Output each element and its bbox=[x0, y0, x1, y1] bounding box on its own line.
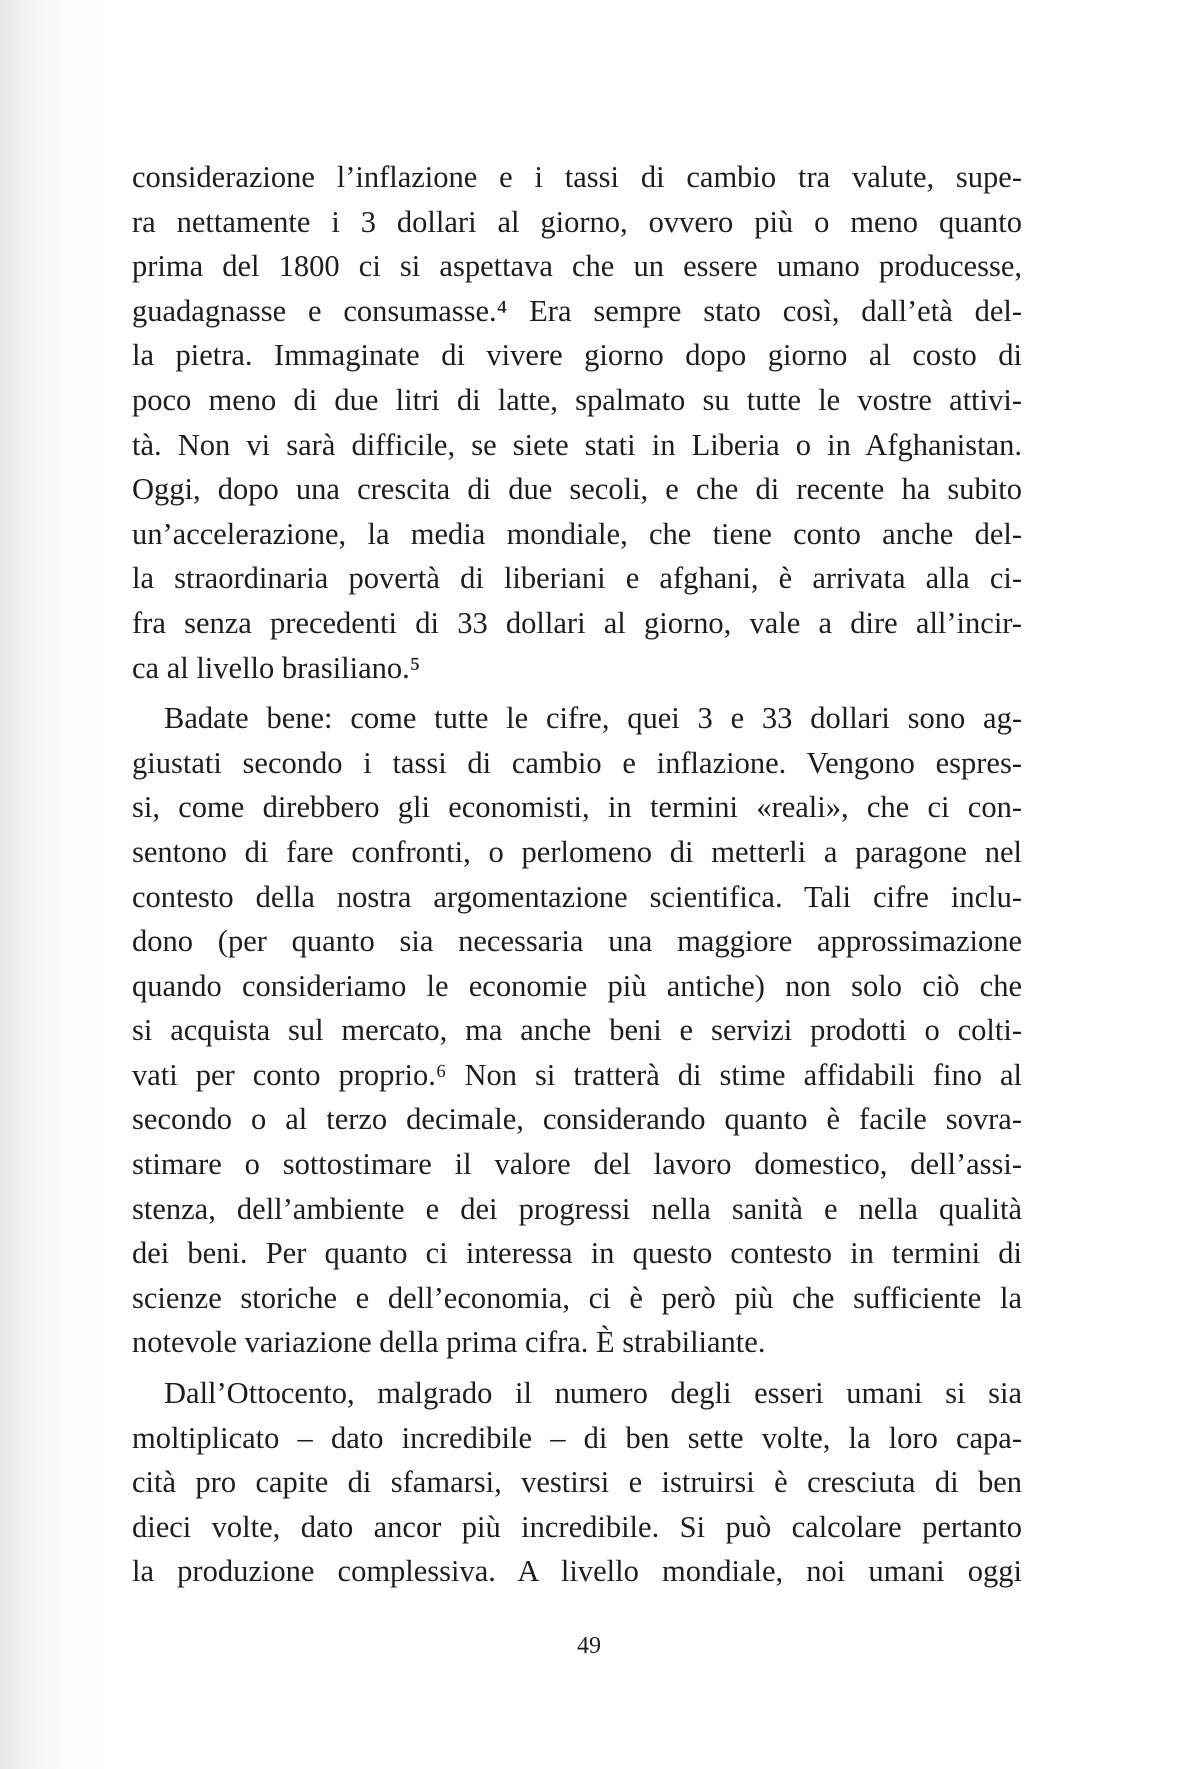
text-line: fra senza precedenti di 33 dollari al giorno, vale a dire all’incir- bbox=[132, 605, 1022, 640]
text-line: ca al livello brasiliano.⁵ bbox=[132, 650, 421, 685]
text-line: stimare o sottostimare il valore del lavoro domestico, dell’assi- bbox=[132, 1147, 1022, 1182]
text-line: la straordinaria povertà di liberiani e afghani, è arrivata alla ci- bbox=[132, 561, 1022, 596]
text-line: Oggi, dopo una crescita di due secoli, e che di recente ha subito bbox=[132, 472, 1022, 507]
text-line: Badate bene: come tutte le cifre, quei 3 e 33 dollari sono ag- bbox=[164, 701, 1022, 736]
text-line: considerazione l’inflazione e i tassi di cambio tra valute, supe- bbox=[132, 160, 1022, 194]
text-line: vati per conto proprio.⁶ Non si tratterà di stime affidabili fino al bbox=[132, 1057, 1022, 1092]
text-line: dono (per quanto sia necessaria una maggiore approssimazione bbox=[132, 924, 1022, 959]
text-line: guadagnasse e consumasse.⁴ Era sempre stato così, dall’età del- bbox=[132, 293, 1022, 328]
text-line: stenza, dell’ambiente e dei progressi nella sanità e nella qualità bbox=[132, 1191, 1022, 1226]
text-line: giustati secondo i tassi di cambio e inflazione. Vengono espres- bbox=[132, 745, 1022, 780]
text-line: la produzione complessiva. A livello mondiale, noi umani oggi bbox=[132, 1554, 1022, 1589]
text-line: Dall’Ottocento, malgrado il numero degli esseri umani si sia bbox=[164, 1376, 1022, 1411]
text-line: la pietra. Immaginate di vivere giorno dopo giorno al costo di bbox=[132, 338, 1022, 373]
text-line: poco meno di due litri di latte, spalmato su tutte le vostre attivi- bbox=[132, 382, 1022, 417]
text-line: secondo o al terzo decimale, considerando quanto è facile sovra- bbox=[132, 1102, 1022, 1137]
text-line: notevole variazione della prima cifra. È strabiliante. bbox=[132, 1325, 766, 1360]
body-text bbox=[132, 155, 1022, 1594]
text-line: dieci volte, dato ancor più incredibile. Si può calcolare pertanto bbox=[132, 1509, 1022, 1544]
paragraph-3 bbox=[132, 1371, 1022, 1594]
paragraph-2 bbox=[132, 696, 1022, 1365]
text-line: scienze storiche e dell’economia, ci è però più che sufficiente la bbox=[132, 1280, 1022, 1315]
text-line: prima del 1800 ci si aspettava che un essere umano producesse, bbox=[132, 249, 1022, 284]
text-line: si, come direbbero gli economisti, in termini «reali», che ci con- bbox=[132, 790, 1022, 825]
text-line: contesto della nostra argomentazione scientifica. Tali cifre inclu- bbox=[132, 879, 1022, 914]
text-line: un’accelerazione, la media mondiale, che tiene conto anche del- bbox=[132, 516, 1022, 551]
text-line: dei beni. Per quanto ci interessa in questo contesto in termini di bbox=[132, 1236, 1022, 1271]
paragraph-1 bbox=[132, 155, 1022, 690]
text-line: quando consideriamo le economie più antiche) non solo ciò che bbox=[132, 968, 1022, 1003]
text-line: sentono di fare confronti, o perlomeno di metterli a paragone nel bbox=[132, 834, 1022, 869]
text-line: tà. Non vi sarà difficile, se siete stati in Liberia o in Afghanistan. bbox=[132, 427, 1022, 462]
page-number: 49 bbox=[577, 1633, 601, 1659]
text-line: moltiplicato – dato incredibile – di ben sette volte, la loro capa- bbox=[132, 1420, 1022, 1455]
text-line: si acquista sul mercato, ma anche beni e servizi prodotti o colti- bbox=[132, 1013, 1022, 1048]
text-line: cità pro capite di sfamarsi, vestirsi e istruirsi è cresciuta di ben bbox=[132, 1465, 1022, 1500]
text-line: ra nettamente i 3 dollari al giorno, ovvero più o meno quanto bbox=[132, 204, 1022, 239]
